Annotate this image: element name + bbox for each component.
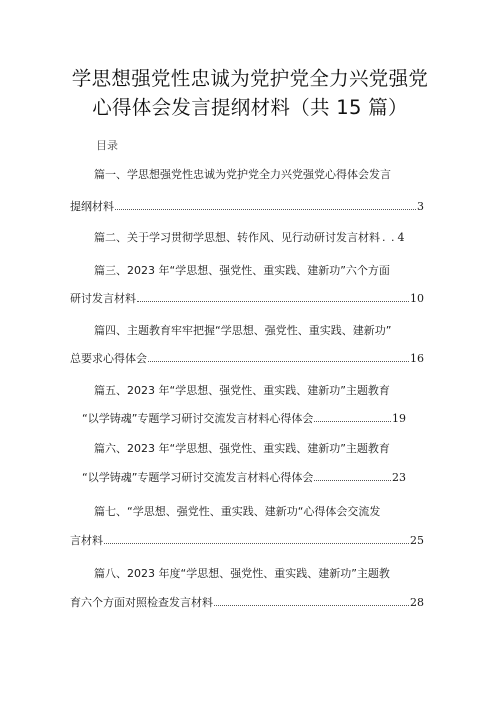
toc-entry-title: 篇一、学思想强党性忠诚为党护党全力兴党强党心得体会发言 xyxy=(94,168,391,181)
toc-page-number: 4 xyxy=(397,231,405,244)
toc-leader-dots xyxy=(314,471,391,481)
toc-leader-dots xyxy=(214,596,409,606)
toc-entry-continuation: 言材料 xyxy=(70,534,103,547)
toc-entry-continuation: 育六个方面对照检查发言材料 xyxy=(70,596,213,609)
toc-page-number: 3 xyxy=(417,200,424,213)
toc-page-number: 28 xyxy=(410,596,424,609)
toc-entry-title: 篇七、“学思想、强党性、重实践、建新功“心得体会交流发 xyxy=(94,505,381,518)
toc-entry-title: 篇四、主题教育牢牢把握“学思想、强党性、重实践、建新功” xyxy=(94,324,392,337)
toc-leader-dots xyxy=(115,200,416,210)
toc-page-number: 16 xyxy=(410,352,424,365)
toc-page-number: 10 xyxy=(410,292,424,305)
toc-leader-dots: . . xyxy=(382,231,396,244)
toc-entry-title: 篇三、2023 年“学思想、强党性、重实践、建新功”六个方面 xyxy=(94,264,390,277)
toc-leader-dots xyxy=(104,534,409,544)
title-line-2: 心得体会发言提纲材料（共 15 篇） xyxy=(92,96,408,119)
toc-heading: 目录 xyxy=(96,139,118,152)
toc-entry-second-line xyxy=(82,469,406,485)
toc-page-number: 23 xyxy=(392,471,406,484)
toc-entry-continuation: 研讨发言材料 xyxy=(70,292,136,305)
document-title xyxy=(0,64,500,122)
toc-entry-title: 篇五、2023 年“学思想、强党性、重实践、建新功”主题教育 xyxy=(94,384,390,397)
toc-entry-second-line xyxy=(70,532,424,548)
toc-entry-title: 篇八、2023 年度“学思想、强党性、重实践、建新功”主题教 xyxy=(94,567,390,580)
toc-entry-second-line xyxy=(82,410,406,426)
toc-entry-continuation: 提纲材料 xyxy=(70,200,114,213)
toc-entry-continuation: “以学铸魂”专题学习研讨交流发言材料心得体会 xyxy=(82,471,314,484)
toc-page-number: 19 xyxy=(392,412,406,425)
toc-entry-second-line xyxy=(70,350,424,366)
toc-leader-dots xyxy=(314,412,391,422)
toc-entry-line xyxy=(94,229,405,245)
toc-entry-second-line xyxy=(70,290,424,306)
toc-entry-second-line xyxy=(70,594,424,610)
toc-entry-title: 篇二、关于学习贯彻学思想、转作风、见行动研讨发言材料 xyxy=(94,231,380,244)
title-line-1: 学思想强党性忠诚为党护党全力兴党强党 xyxy=(71,67,429,90)
toc-leader-dots xyxy=(148,352,409,362)
toc-entry-continuation: “以学铸魂”专题学习研讨交流发言材料心得体会 xyxy=(82,412,314,425)
toc-entry-second-line xyxy=(70,198,424,214)
toc-entry-continuation: 总要求心得体会 xyxy=(70,352,147,365)
toc-entry-title: 篇六、2023 年“学思想、强党性、重实践、建新功”主题教育 xyxy=(94,442,390,455)
toc-page-number: 25 xyxy=(410,534,424,547)
toc-leader-dots xyxy=(137,292,409,302)
